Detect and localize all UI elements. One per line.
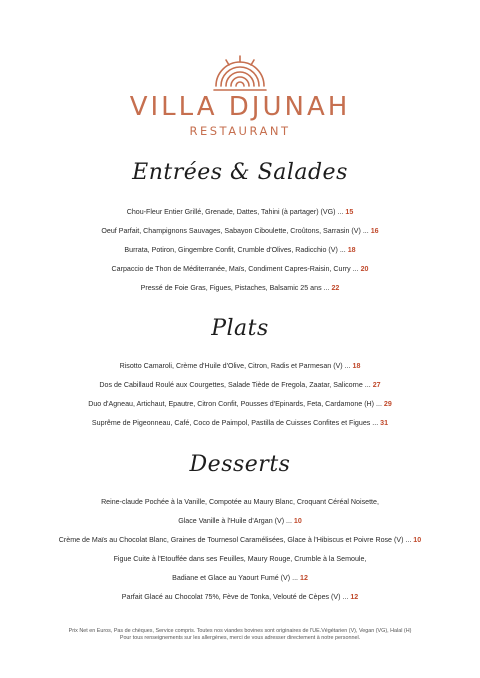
item-price: 16 [370, 227, 379, 235]
menu-item: Figue Cuite à l'Etouffée dans ses Feuilles, Maury Rouge, Crumble à la Semoule, [113, 555, 367, 563]
menu-item: Burrata, Potiron, Gingembre Confit, Crumble d'Olives, Radicchio (V) ... 18 [124, 246, 356, 254]
menu-item: Carpaccio de Thon de Méditerranée, Maïs, Condiment Capres-Raisin, Curry ... 20 [111, 265, 369, 273]
section-title-plats: Plats [211, 316, 269, 341]
menu-item: Badiane et Glace au Yaourt Fumé (V) ... 12 [172, 574, 308, 582]
restaurant-subtitle: RESTAURANT [189, 124, 291, 138]
menu-item: Parfait Glacé au Chocolat 75%, Fève de Tonka, Velouté de Cèpes (V) ... 12 [121, 593, 359, 601]
item-price: 31 [380, 419, 389, 427]
item-price: 22 [331, 284, 340, 292]
footer-line-2: Pour tous renseignements sur les allergènes, merci de vous adresser directement à notre personnel. [119, 635, 361, 641]
item-price: 10 [413, 536, 422, 544]
item-price: 18 [347, 246, 356, 254]
item-price: 12 [300, 574, 308, 582]
menu-item: Chou-Fleur Entier Grillé, Grenade, Dattes, Tahini (à partager) (VG) ... 15 [126, 208, 354, 216]
item-price: 10 [293, 517, 302, 525]
section-title-entrees: Entrées & Salades [132, 160, 348, 185]
menu-item: Suprême de Pigeonneau, Café, Coco de Paimpol, Pastilla de Cuisses Confites et Figues ... 31 [91, 419, 389, 427]
footer-note [0, 628, 480, 642]
menu-item: Oeuf Parfait, Champignons Sauvages, Sabayon Ciboulette, Croûtons, Sarrasin (V) ... 16 [101, 227, 379, 235]
sunrise-arches-icon [212, 52, 268, 92]
menu-item: Dos de Cabillaud Roulé aux Courgettes, Salade Tiède de Fregola, Zaatar, Salicorne ... 27 [99, 381, 381, 389]
section-title-desserts: Desserts [189, 452, 291, 477]
item-price: 20 [360, 265, 369, 273]
menu-item: Glace Vanille à l'Huile d'Argan (V) ... 10 [178, 517, 302, 525]
item-price: 29 [383, 400, 392, 408]
menu-item: Pressé de Foie Gras, Figues, Pistaches, Balsamic 25 ans ... 22 [140, 284, 340, 292]
menu-item: Crème de Maïs au Chocolat Blanc, Graines de Tournesol Caramélisées, Glace à l'Hibiscus et Poivre Rose (V) ... 10 [58, 536, 422, 544]
menu-item: Reine-claude Pochée à la Vanille, Compotée au Maury Blanc, Croquant Céréal Noisette, [101, 498, 379, 506]
item-price: 15 [345, 208, 354, 216]
restaurant-name: VILLA DJUNAH [129, 92, 351, 122]
footer-line-1: Prix Net en Euros, Pas de chèques, Service compris. Toutes nos viandes bovines sont originaires de l'UE.Végétarien (V), Vegan (VG), Halal (H) [68, 628, 412, 634]
item-price: 18 [352, 362, 361, 370]
menu-item: Duo d'Agneau, Artichaut, Epautre, Citron Confit, Pousses d'Epinards, Feta, Cardamone (H) ... 29 [88, 400, 392, 408]
item-price: 27 [372, 381, 381, 389]
item-price: 12 [350, 593, 359, 601]
menu-item: Risotto Camaroli, Crème d'Huile d'Olive, Citron, Radis et Parmesan (V) ... 18 [119, 362, 361, 370]
